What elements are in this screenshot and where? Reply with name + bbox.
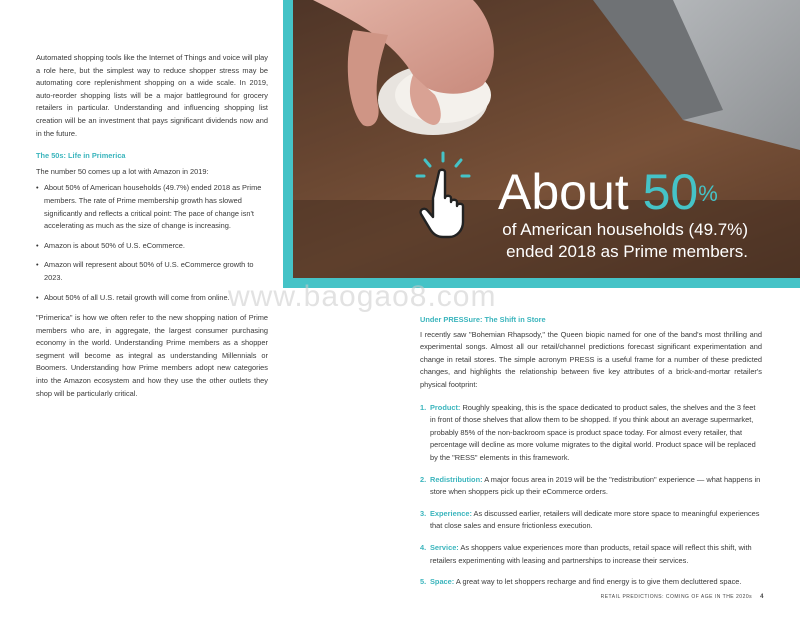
press-item <box>420 542 762 567</box>
bullet-item: • About 50% of American households (49.7%) ended 2018 as Prime members. The rate of Prime membership growth has slowed significantly and reflects a critical point: The pace of change isn't accelerating as much as the size of change is increasing. <box>36 182 268 232</box>
item-text: Roughly speaking, this is the space dedicated to product sales, the shelves and the 3 feet in front of those shelves that allow them to be shopped. If you think about an average supermarket, probably 85% of the non-backroom space is product space today. For almost every retailer, that percentage will decline as more volume migrates to the digital world. Product space will be replaced by the "RESS" elements in this framework. <box>430 402 756 462</box>
hero-percent-number: 50 <box>642 164 699 220</box>
hero-subtext: of American households (49.7%) ended 2018 as Prime members. <box>502 220 748 261</box>
hero-about-text: About <box>498 164 643 220</box>
item-number: 5. <box>420 577 427 587</box>
item-number: 2. <box>420 474 427 484</box>
item-number: 1. <box>420 402 427 412</box>
item-term: Experience: <box>430 508 472 518</box>
hero-headline <box>498 165 748 219</box>
item-term: Service: <box>430 542 459 552</box>
footer-title: RETAIL PREDICTIONS: COMING OF AGE IN THE 2020s <box>600 594 753 600</box>
hero-banner <box>283 0 800 288</box>
press-item <box>420 508 762 533</box>
page-number: 4 <box>760 594 764 600</box>
bullet-item: • Amazon is about 50% of U.S. eCommerce. <box>36 240 268 253</box>
page-footer <box>601 594 764 600</box>
hero-percent-sign: % <box>698 181 718 206</box>
bullet-item: • Amazon will represent about 50% of U.S. eCommerce growth to 2023. <box>36 259 268 284</box>
right-column <box>420 314 762 598</box>
pointing-hand-icon <box>413 150 473 240</box>
hero-statistic <box>498 165 748 263</box>
item-term: Redistribution: <box>430 474 483 484</box>
press-item <box>420 402 762 465</box>
item-number: 4. <box>420 542 427 552</box>
item-text: A major focus area in 2019 will be the "redistribution" experience — what happens in store when shoppers pick up their eCommerce orders. <box>430 474 761 497</box>
item-text: As discussed earlier, retailers will dedicate more store space to meaningful experiences that close sales and ensure frictionless execution. <box>430 508 760 531</box>
press-item <box>420 576 762 589</box>
left-column <box>36 52 268 409</box>
item-number: 3. <box>420 508 427 518</box>
item-text: As shoppers value experiences more than products, retail space will reflect this shift, with retailers experimenting with leasing and partnerships to increase their services. <box>430 542 752 565</box>
intro-paragraph: Automated shopping tools like the Internet of Things and voice will play a role here, but the simplest way to reduce shopper stress may be automating core replenishment shopping on a wide scale. In 2019, auto-reorder shopping lists will be a major battleground for grocery retailers in particular. Understanding and influencing shopping list creation will be an investment that pays significant dividends now and in the future. <box>36 53 268 138</box>
press-list <box>420 402 762 589</box>
primerica-paragraph: "Primerica" is how we often refer to the new shopping nation of Prime members who are, in aggregate, the largest consumer purchasing economy in the world. Understanding Prime members as a shopper segment will become as integral as understanding Millennials or Boomers. Understanding how Prime members adopt new categories into the Amazon ecosystem and how they use the other outlets they shop will be particularly critical. <box>36 313 268 398</box>
item-term: Space: <box>430 577 455 587</box>
bullet-item: • About 50% of all U.S. retail growth will come from online. <box>36 292 268 305</box>
section-heading-pressure: Under PRESSure: The Shift in Store <box>420 315 546 324</box>
pressure-intro: I recently saw "Bohemian Rhapsody," the Queen biopic named for one of the band's most thrilling and experimental songs. Almost all our retail/channel predictions forecast significant experimentation and change in retail stores. The simple acronym PRESS is a useful frame for a number of these predicted changes, and highlights the relationship between five key attributes of a brick-and-mortar retailer's physical footprint: <box>420 329 762 389</box>
lead-sentence: The number 50 comes up a lot with Amazon in 2019: <box>36 166 209 176</box>
item-term: Product: <box>430 402 461 412</box>
section-heading-primerica: The 50s: Life in Primerica <box>36 151 126 161</box>
item-text: A great way to let shoppers recharge and find energy is to give them decluttered space. <box>454 577 742 587</box>
watermark: www.baogao8.com <box>228 280 497 313</box>
press-item <box>420 474 762 499</box>
